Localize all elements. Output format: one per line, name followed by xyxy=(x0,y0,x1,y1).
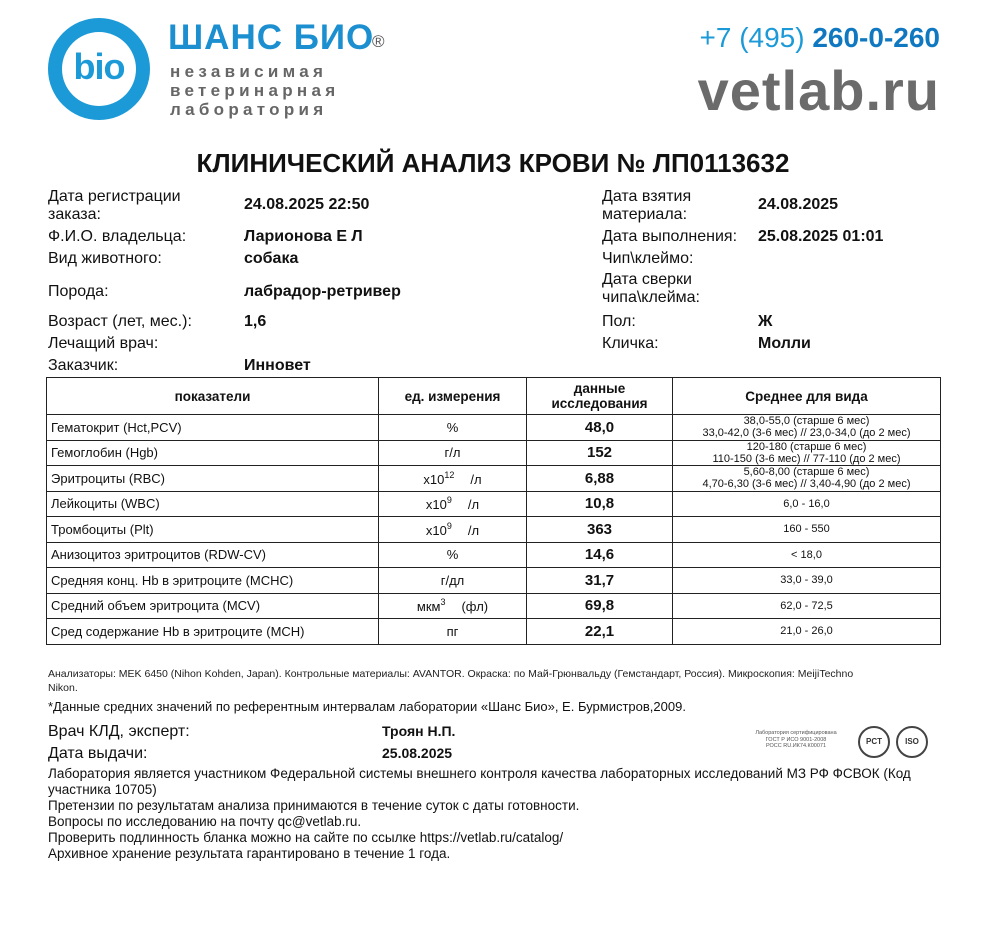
reg-date-label xyxy=(48,188,181,224)
reference-line-1: 21,0 - 26,0 xyxy=(780,625,833,638)
unit-exponent: 12 xyxy=(444,469,455,480)
parameter-name: Гематокрит (Hct,PCV) xyxy=(47,415,379,441)
unit-base: x10 xyxy=(425,522,447,538)
unit-cell xyxy=(379,491,527,517)
reference-line-1: 160 - 550 xyxy=(783,523,830,536)
unit-base: % xyxy=(446,547,459,563)
header-value-line-1: данные xyxy=(573,381,626,396)
sample-date-label-line-2: материала: xyxy=(602,206,688,223)
reference-line-1: 33,0 - 39,0 xyxy=(780,574,833,587)
header-parameter: показатели xyxy=(47,378,379,415)
tagline-line-3: лаборатория xyxy=(170,100,328,119)
registered-mark: ® xyxy=(372,32,385,51)
age-label: Возраст (лет, мес.): xyxy=(48,313,192,330)
sample-date-label-line-1: Дата взятия xyxy=(602,188,692,205)
issue-date: 25.08.2025 xyxy=(382,745,453,761)
breed-label: Порода: xyxy=(48,283,109,300)
reference-range xyxy=(673,542,941,568)
result-value: 14,6 xyxy=(527,542,673,568)
iso-mark-icon: ISO xyxy=(896,726,928,758)
table-row xyxy=(47,619,941,645)
reference-range xyxy=(673,619,941,645)
result-value: 69,8 xyxy=(527,593,673,619)
unit-cell xyxy=(379,415,527,441)
header-value-line-2: исследования xyxy=(551,396,648,411)
table-row xyxy=(47,593,941,619)
customer: Инновет xyxy=(244,357,311,374)
reference-line-2: 33,0-42,0 (3-6 мес) // 23,0-34,0 (до 2 мес) xyxy=(702,427,911,440)
parameter-name: Гемоглобин (Hgb) xyxy=(47,440,379,466)
result-value: 363 xyxy=(527,517,673,543)
website: vetlab.ru xyxy=(697,59,940,122)
header-reference: Среднее для вида xyxy=(673,378,941,415)
unit-cell xyxy=(379,517,527,543)
done-date-label: Дата выполнения: xyxy=(602,228,738,245)
breed: лабрадор-ретривер xyxy=(244,283,401,300)
unit-suffix: (фл) xyxy=(461,599,489,615)
unit-cell xyxy=(379,466,527,492)
chip-check-label-line-2: чипа\клейма: xyxy=(602,289,700,306)
cert-line-1: Лаборатория сертифицирована xyxy=(755,730,837,736)
unit-suffix: /л xyxy=(467,522,480,538)
footer-line: Лаборатория является участником Федеральной системы внешнего контроля качества лабораторных исследований МЗ РФ ФСВОК (Код xyxy=(48,766,911,781)
parameter-name: Лейкоциты (WBC) xyxy=(47,491,379,517)
unit-base: % xyxy=(446,419,459,435)
reference-line-1: < 18,0 xyxy=(791,548,822,561)
phone xyxy=(699,22,940,54)
table-row xyxy=(47,542,941,568)
doctor-label: Лечащий врач: xyxy=(48,335,159,352)
reference-range xyxy=(673,517,941,543)
species-label: Вид животного: xyxy=(48,250,162,267)
unit-base: пг xyxy=(446,623,459,639)
parameter-name: Тромбоциты (Plt) xyxy=(47,517,379,543)
reference-range xyxy=(673,491,941,517)
reference-range xyxy=(673,415,941,441)
table-row xyxy=(47,491,941,517)
results-table xyxy=(46,377,941,645)
result-value: 152 xyxy=(527,440,673,466)
unit-exponent: 3 xyxy=(440,597,446,608)
unit-cell xyxy=(379,568,527,594)
customer-label: Заказчик: xyxy=(48,357,119,374)
unit-cell xyxy=(379,542,527,568)
nickname: Молли xyxy=(758,335,811,352)
parameter-name: Сред содержание Hb в эритроците (MCH) xyxy=(47,619,379,645)
reference-range xyxy=(673,440,941,466)
certification-stamp xyxy=(738,730,854,750)
table-row xyxy=(47,415,941,441)
unit-exponent: 9 xyxy=(446,495,452,506)
expert-name: Троян Н.П. xyxy=(382,723,456,739)
sample-date-label xyxy=(602,188,691,224)
footer-line: Проверить подлинность бланка можно на сайте по ссылке https://vetlab.ru/catalog/ xyxy=(48,830,564,845)
brand-name: ШАНС БИО xyxy=(168,18,375,57)
unit-base: мкм xyxy=(416,599,441,615)
sex: Ж xyxy=(758,313,773,330)
unit-cell xyxy=(379,440,527,466)
chip-check-label xyxy=(602,271,700,307)
analyzers-note-line-2: Nikon. xyxy=(48,682,78,694)
owner: Ларионова Е Л xyxy=(244,228,363,245)
sample-date: 24.08.2025 xyxy=(758,196,839,213)
footer-line: участника 10705) xyxy=(48,782,157,797)
species: собака xyxy=(244,250,299,267)
result-value: 10,8 xyxy=(527,491,673,517)
reference-range xyxy=(673,593,941,619)
expert-label: Врач КЛД, эксперт: xyxy=(48,723,190,740)
result-value: 22,1 xyxy=(527,619,673,645)
nickname-label: Кличка: xyxy=(602,335,659,352)
done-date: 25.08.2025 01:01 xyxy=(758,228,884,245)
reference-line-1: 38,0-55,0 (старше 6 мес) xyxy=(743,415,870,428)
reference-range xyxy=(673,466,941,492)
unit-cell xyxy=(379,593,527,619)
result-value: 31,7 xyxy=(527,568,673,594)
reg-date-label-line-1: Дата регистрации xyxy=(48,188,181,205)
unit-base: x10 xyxy=(423,471,445,487)
pct-mark-icon: PCT xyxy=(858,726,890,758)
footer-line: Архивное хранение результата гарантировано в течение 1 года. xyxy=(48,846,451,861)
reg-date-label-line-2: заказа: xyxy=(48,206,101,223)
result-value: 6,88 xyxy=(527,466,673,492)
table-row xyxy=(47,440,941,466)
unit-cell xyxy=(379,619,527,645)
logo-text: bio xyxy=(73,46,125,87)
tagline-line-2: ветеринарная xyxy=(170,81,340,100)
result-value: 48,0 xyxy=(527,415,673,441)
reference-line-2: 4,70-6,30 (3-6 мес) // 3,40-4,90 (до 2 мес) xyxy=(702,478,911,491)
reg-date: 24.08.2025 22:50 xyxy=(244,196,370,213)
table-row xyxy=(47,568,941,594)
chip-label: Чип\клеймо: xyxy=(602,250,694,267)
unit-suffix: /л xyxy=(467,497,480,513)
parameter-name: Средний объем эритроцита (MCV) xyxy=(47,593,379,619)
issue-date-label: Дата выдачи: xyxy=(48,745,148,762)
unit-suffix: /л xyxy=(470,471,482,487)
cert-line-2: ГОСТ Р ИСО 9001-2008 xyxy=(765,736,827,743)
unit-base: г/л xyxy=(444,445,461,461)
reference-line-2: 110-150 (3-6 мес) // 77-110 (до 2 мес) xyxy=(712,452,901,465)
cert-line-3: РОСС RU.ИК74.К00071 xyxy=(765,743,827,749)
footer-line: Претензии по результатам анализа принимаются в течение суток с даты готовности. xyxy=(48,798,580,813)
footer-line: Вопросы по исследованию на почту qc@vetlab.ru. xyxy=(48,814,362,829)
reference-note: *Данные средних значений по референтным интервалам лаборатории «Шанс Био», Е. Бурмистров,2009. xyxy=(48,699,686,714)
table-header-row xyxy=(47,378,941,415)
chip-check-label-line-1: Дата сверки xyxy=(602,271,692,288)
footer-notes xyxy=(48,766,948,862)
analyzers-note-line-1: Анализаторы: MEK 6450 (Nihon Kohden, Japan). Контрольные материалы: AVANTOR. Окраска: по Май-Грюнвальду (Гемстандарт, Россия). Микроскопия: MeijiTechno xyxy=(48,668,854,680)
bio-logo xyxy=(48,18,150,120)
reference-line-1: 120-180 (старше 6 мес) xyxy=(746,440,867,453)
parameter-name: Средняя конц. Hb в эритроците (MCHC) xyxy=(47,568,379,594)
sex-label: Пол: xyxy=(602,313,636,330)
table-row xyxy=(47,466,941,492)
reference-line-1: 5,60-8,00 (старше 6 мес) xyxy=(743,466,870,479)
header-value xyxy=(527,378,673,415)
phone-number: 260-0-260 xyxy=(812,22,940,53)
tagline-line-1: независимая xyxy=(170,62,328,81)
unit-exponent: 9 xyxy=(446,520,452,531)
unit-base: x10 xyxy=(425,497,447,513)
logo-inner-ring xyxy=(62,32,136,106)
parameter-name: Эритроциты (RBC) xyxy=(47,466,379,492)
reference-range xyxy=(673,568,941,594)
reference-line-1: 6,0 - 16,0 xyxy=(783,497,830,510)
table-row xyxy=(47,517,941,543)
reference-line-1: 62,0 - 72,5 xyxy=(780,599,833,612)
header-unit: ед. измерения xyxy=(379,378,527,415)
phone-prefix: +7 (495) xyxy=(699,22,805,53)
age: 1,6 xyxy=(244,313,267,330)
owner-label: Ф.И.О. владельца: xyxy=(48,228,187,245)
unit-base: г/дл xyxy=(440,572,465,588)
page-title: КЛИНИЧЕСКИЙ АНАЛИЗ КРОВИ № ЛП0113632 xyxy=(196,148,790,178)
parameter-name: Анизоцитоз эритроцитов (RDW-CV) xyxy=(47,542,379,568)
